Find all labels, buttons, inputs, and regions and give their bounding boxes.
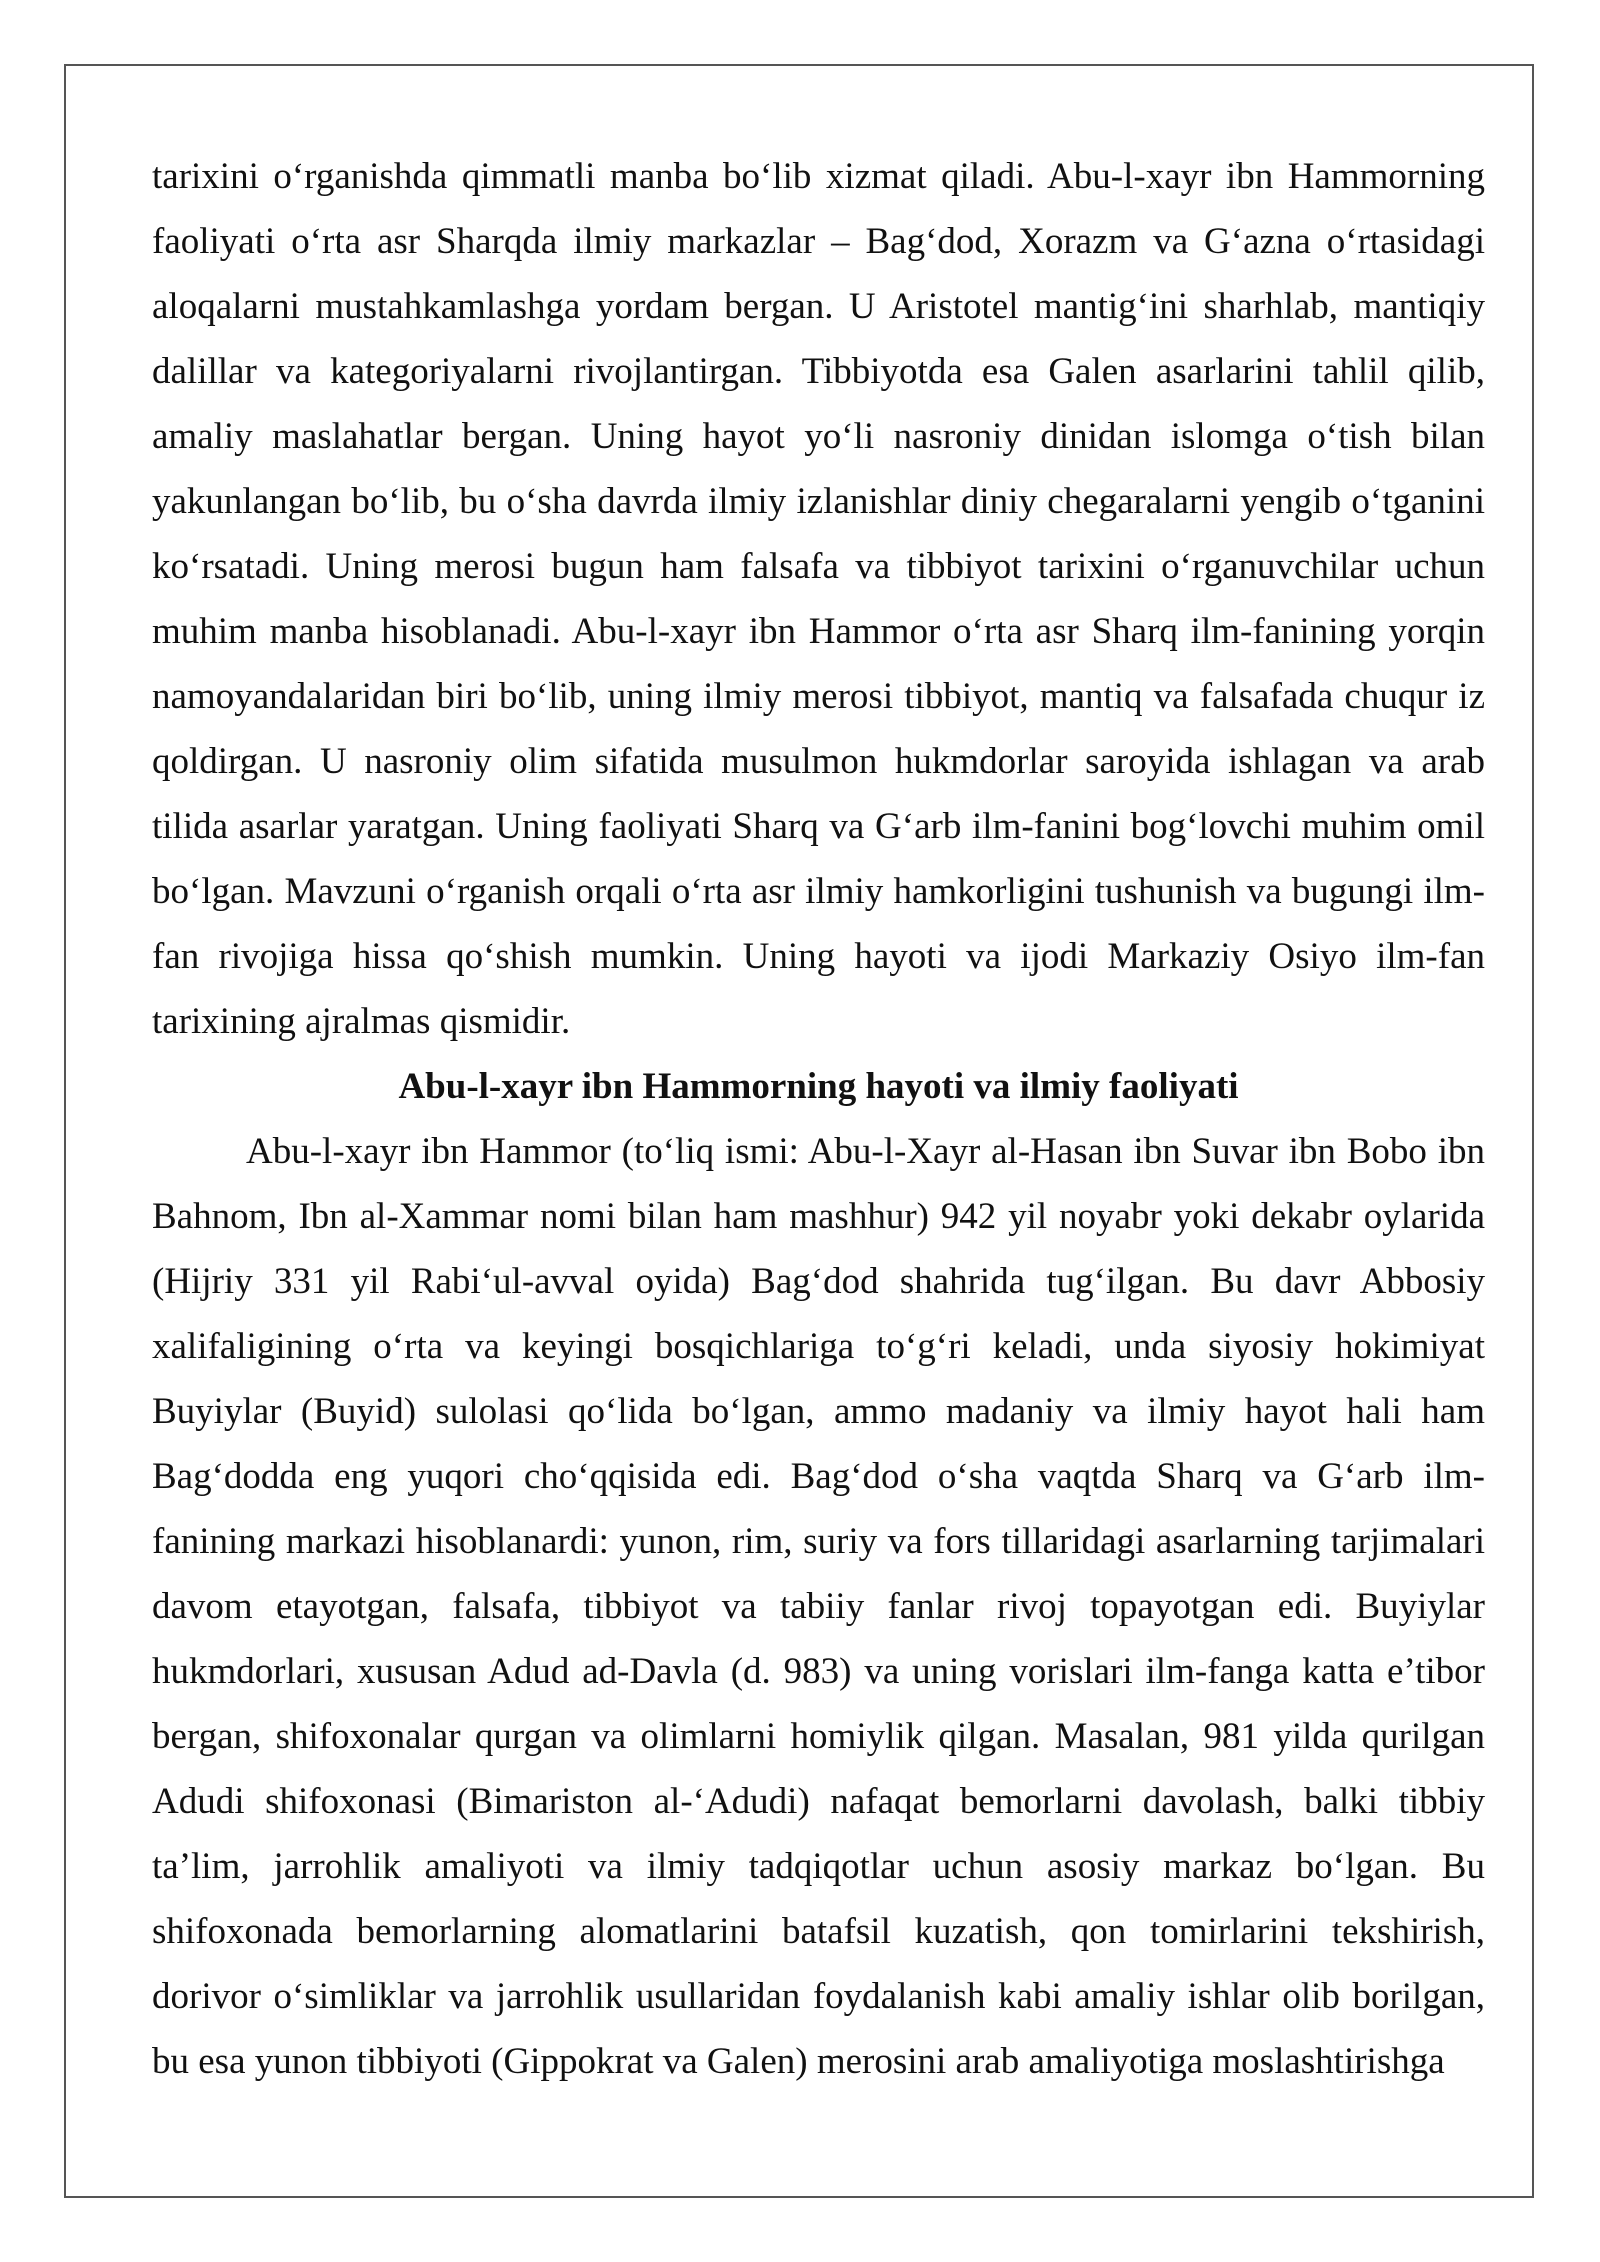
body-paragraph: tarixini o‘rganishda qimmatli manba bo‘lib xizmat qiladi. Abu-l-xayr ibn Hammorning faoliyati o‘rta asr Sharqda ilmiy markazlar – Bag‘dod, Xorazm va G‘azna o‘rtasidagi aloqalarni mustahkamlashga yordam bergan. U Aristotel mantig‘ini sharhlab, mantiqiy dalillar va kategoriyalarni rivojlantirgan. Tibbiyotda esa Galen asarlarini tahlil qilib, amaliy maslahatlar bergan. Uning hayot yo‘li nasroniy dinidan islomga o‘tish bilan yakunlangan bo‘lib, bu o‘sha davrda ilmiy izlanishlar diniy chegaralarni yengib o‘tganini ko‘rsatadi. Uning merosi bugun ham falsafa va tibbiyot tarixini o‘rganuvchilar uchun muhim manba hisoblanadi. Abu-l-xayr ibn Hammor o‘rta asr Sharq ilm-fanining yorqin namoyandalaridan biri bo‘lib, uning ilmiy merosi tibbiyot, mantiq va falsafada chuqur iz qoldirgan. U nasroniy olim sifatida musulmon hukmdorlar saroyida ishlagan va arab tilida asarlar yaratgan. Uning faoliyati Sharq va G‘arb ilm-fanini bog‘lovchi muhim omil bo‘lgan. Mavzuni o‘rganish orqali o‘rta asr ilmiy hamkorligini tushunish va bugungi ilm-fan rivojiga hissa qo‘shish mumkin. Uning hayoti va ijodi Markaziy Osiyo ilm-fan tarixining ajralmas qismidir. (152, 156, 1485, 1042)
body-paragraph: Abu-l-xayr ibn Hammor (to‘liq ismi: Abu-l-Xayr al-Hasan ibn Suvar ibn Bobo ibn Bahnom, Ibn al-Xammar nomi bilan ham mashhur) 942 yil noyabr yoki dekabr oylarida (Hijriy 331 yil Rabi‘ul-avval oyida) Bag‘dod shahrida tug‘ilgan. Bu davr Abbosiy xalifaligining o‘rta va keyingi bosqichlariga to‘g‘ri keladi, unda siyosiy hokimiyat Buyiylar (Buyid) sulolasi qo‘lida bo‘lgan, ammo madaniy va ilmiy hayot hali ham Bag‘dodda eng yuqori cho‘qqisida edi. Bag‘dod o‘sha vaqtda Sharq va G‘arb ilm-fanining markazi hisoblanardi: yunon, rim, suriy va fors tillaridagi asarlarning tarjimalari davom etayotgan, falsafa, tibbiyot va tabiiy fanlar rivoj topayotgan edi. Buyiylar hukmdorlari, xususan Adud ad-Davla (d. 983) va uning vorislari ilm-fanga katta e’tibor bergan, shifoxonalar qurgan va olimlarni homiylik qilgan. Masalan, 981 yilda qurilgan Adudi shifoxonasi (Bimariston al-‘Adudi) nafaqat bemorlarni davolash, balki tibbiy ta’lim, jarrohlik amaliyoti va ilmiy tadqiqotlar uchun asosiy markaz bo‘lgan. Bu shifoxonada bemorlarning alomatlarini batafsil kuzatish, qon tomirlarini tekshirish, dorivor o‘simliklar va jarrohlik usullaridan foydalanish kabi amaliy ishlar olib borilgan, bu esa yunon tibbiyoti (Gippokrat va Galen) merosini arab amaliyotiga moslashtirishga (152, 1131, 1485, 2082)
document-body (152, 144, 1485, 2094)
section-heading: Abu-l-xayr ibn Hammorning hayoti va ilmiy faoliyati (398, 1066, 1239, 1107)
